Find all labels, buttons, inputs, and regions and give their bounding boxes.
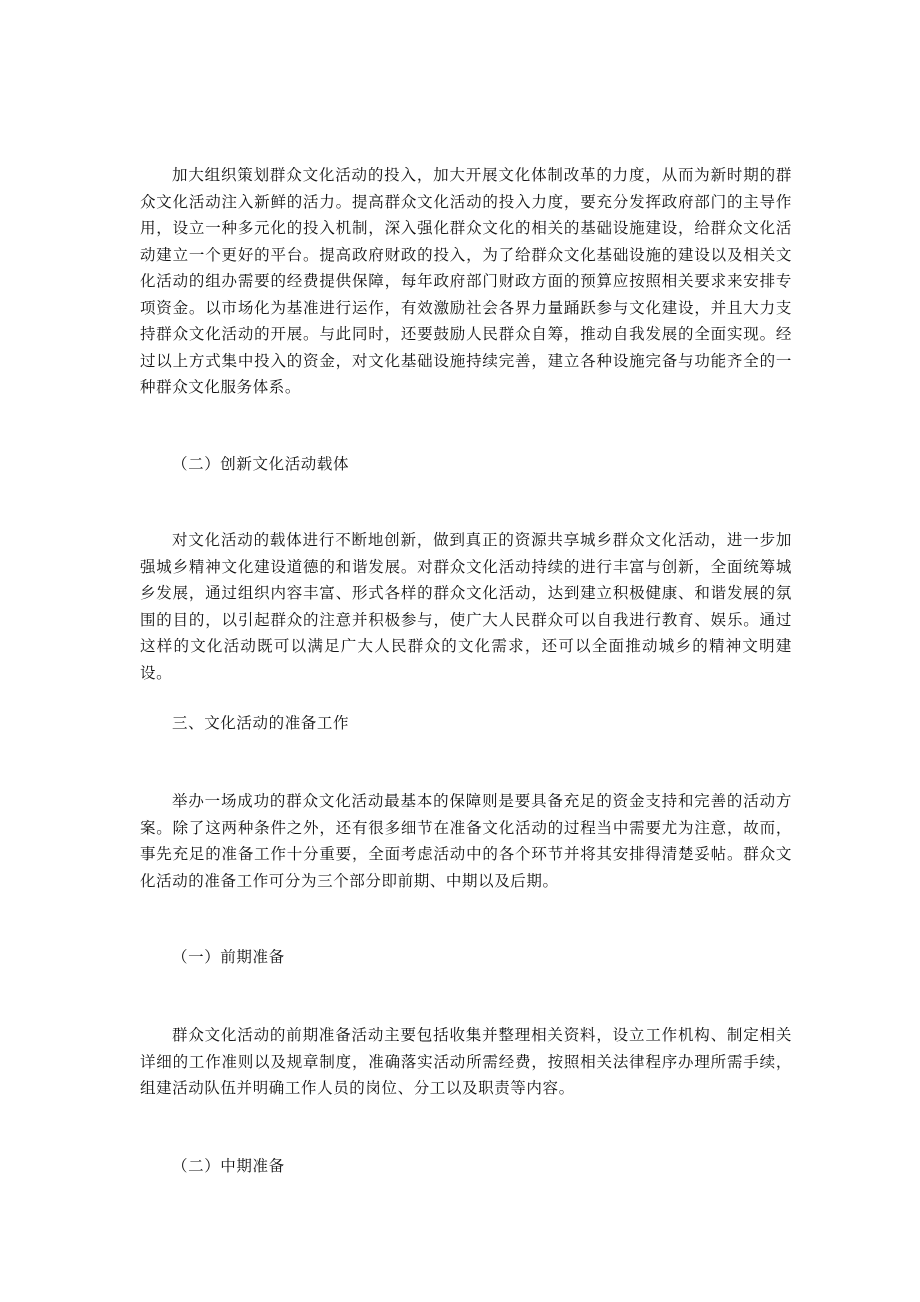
section-heading: （一）前期准备 xyxy=(172,948,285,966)
body-paragraph: 群众文化活动的前期准备活动主要包括收集并整理相关资料，设立工作机构、制定相关详细的工作准则以及规章制度，准确落实活动所需经费，按照相关法律程序办理所需手续，组建活动队伍并明确工作人员的岗位、分工以及职责等内容。 xyxy=(140,1026,792,1097)
section-heading: （二）中期准备 xyxy=(172,1157,285,1175)
body-paragraph: 加大组织策划群众文化活动的投入，加大开展文化体制改革的力度，从而为新时期的群众文化活动注入新鲜的活力。提高群众文化活动的投入力度，要充分发挥政府部门的主导作用，设立一种多元化的投入机制，深入强化群众文化的相关的基础设施建设，给群众文化活动建立一个更好的平台。提高政府财政的投入，为了给群众文化基础设施的建设以及相关文化活动的组办需要的经费提供保障，每年政府部门财政方面的预算应按照相关要求来安排专项资金。以市场化为基准进行运作，有效激励社会各界力量踊跃参与文化建设，并且大力支持群众文化活动的开展。与此同时，还要鼓励人民群众自筹，推动自我发展的全面实现。经过以上方式集中投入的资金，对文化基础设施持续完善，建立各种设施完备与功能齐全的一种群众文化服务体系。 xyxy=(140,166,792,396)
body-paragraph: 对文化活动的载体进行不断地创新，做到真正的资源共享城乡群众文化活动，进一步加强城乡精神文化建设道德的和谐发展。对群众文化活动持续的进行丰富与创新，全面统筹城乡发展，通过组织内容丰富、形式各样的群众文化活动，达到建立积极健康、和谐发展的氛围的目的，以引起群众的注意并积极参与，使广大人民群众可以自我进行教育、娱乐。通过这样的文化活动既可以满足广大人民群众的文化需求，还可以全面推动城乡的精神文明建设。 xyxy=(140,531,792,682)
body-paragraph: 举办一场成功的群众文化活动最基本的保障则是要具备充足的资金支持和完善的活动方案。除了这两种条件之外，还有很多细节在准备文化活动的过程当中需要尤为注意，故而，事先充足的准备工作十分重要，全面考虑活动中的各个环节并将其安排得清楚妥帖。群众文化活动的准备工作可分为三个部分即前期、中期以及后期。 xyxy=(140,792,792,890)
section-heading: （二）创新文化活动载体 xyxy=(172,455,350,473)
section-heading: 三、文化活动的准备工作 xyxy=(172,714,350,732)
